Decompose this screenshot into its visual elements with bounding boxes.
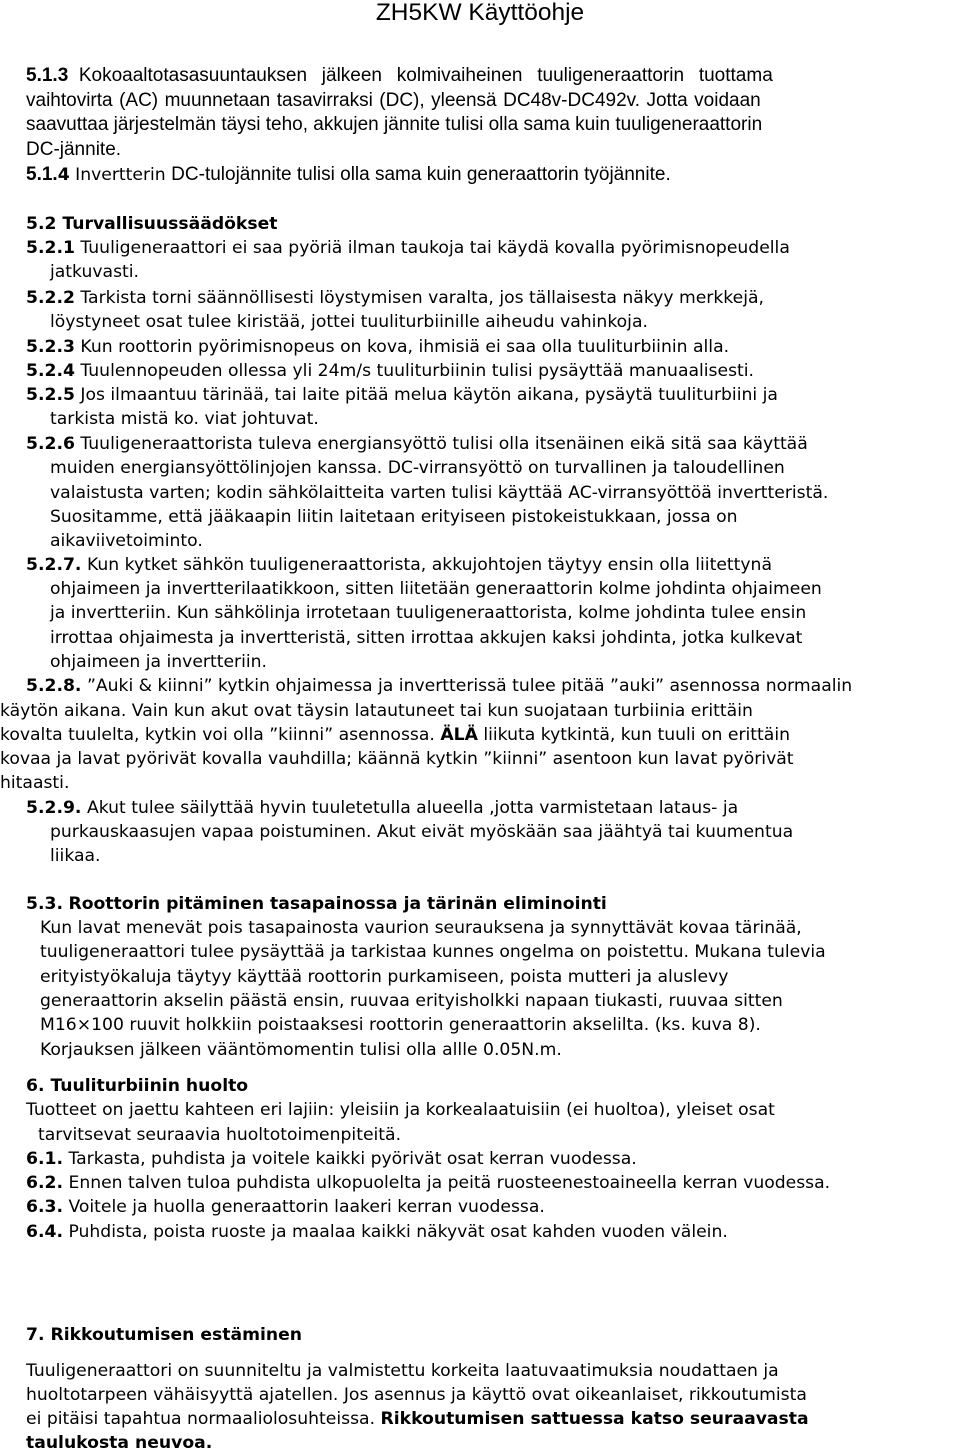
paragraph-line: Tuuligeneraattori on suunniteltu ja valmistettu korkeita laatuvaatimuksia noudattaen ja (26, 1361, 779, 1381)
item-text-cont: tarkista mistä ko. viat johtuvat. (50, 409, 319, 429)
section-number-suffix: 4 (57, 165, 70, 185)
item-number: 5.2.1 (26, 238, 75, 258)
paragraph-line: Korjauksen jälkeen vääntömomentin tulisi olla allle 0.05N.m. (40, 1040, 562, 1060)
item-number: 6.4. (26, 1222, 63, 1242)
item-text: Tuuligeneraattorista tuleva energiansyöttö tulisi olla itsenäinen eikä sitä saa käyttää (80, 434, 808, 454)
paragraph-line: ei pitäisi tapahtua normaaliolosuhteissa. Rikkoutumisen sattuessa katso seuraavasta (26, 1409, 809, 1429)
item-number: 5.2.8. (26, 676, 82, 696)
paragraph-line: tarvitsevat seuraavia huoltotoimenpiteitä. (38, 1125, 402, 1145)
item-number: 5.2.7. (26, 555, 82, 575)
section-number: 5.1. (26, 164, 58, 185)
item-5-2-5 (26, 383, 778, 407)
warning-emphasis: ÄLÄ (440, 725, 478, 745)
item-number: 6.3. (26, 1197, 63, 1217)
item-text-cont: kovaa ja lavat pyörivät kovalla vauhdilla; käännä kytkin ”kiinni” asentoon kun lavat pyörivät (0, 749, 794, 769)
item-text: Ennen talven tuloa puhdista ulkopuolelta ja peitä ruosteenestoaineella kerran vuodessa. (68, 1173, 831, 1193)
page-title: ZH5KW Käyttöohje (375, 0, 585, 26)
item-text-cont: jatkuvasti. (50, 262, 140, 282)
item-5-2-2 (26, 286, 764, 310)
section-heading-text: Roottorin pitäminen tasapainossa ja tärinän eliminointi (68, 894, 607, 914)
paragraph-line: Tuotteet on jaettu kahteen eri lajiin: yleisiin ja korkealaatuisiin (ei huoltoa), yleiset osat (26, 1100, 775, 1120)
paragraph-text: DC-tulojännite tulisi olla sama kuin generaattorin työjännite. (171, 164, 671, 185)
section-5-1-4 (26, 163, 671, 187)
paragraph-line: generaattorin akselin päästä ensin, ruuvaa erityisholkki napaan tiukasti, ruuvaa sitten (40, 991, 783, 1011)
item-5-2-6 (26, 432, 808, 456)
item-5-2-7 (26, 553, 772, 577)
item-text-cont: Suositamme, että jääkaapin liitin laitetaan erityiseen pistokeistukkaan, jossa on (50, 507, 738, 527)
item-text: Tarkista torni säännöllisesti löystymisen varalta, jos tällaisesta näkyy merkkejä, (80, 288, 764, 308)
item-text: Voitele ja huolla generaattorin laakeri kerran vuodessa. (68, 1197, 545, 1217)
item-text: Tarkasta, puhdista ja voitele kaikki pyörivät osat kerran vuodessa. (68, 1149, 637, 1169)
paragraph-line: taulukosta neuvoa. (26, 1433, 213, 1453)
item-text-cont: valaistusta varten; kodin sähkölaitteita varten tulisi käyttää AC-virransyöttöä invertteristä. (50, 483, 829, 503)
item-number: 6.2. (26, 1173, 63, 1193)
item-text-cont: ohjaimeen ja invertterilaatikkoon, sitten liitetään generaattorin kolme johdinta ohjaimeen (50, 579, 822, 599)
item-text-cont: ohjaimeen ja invertteriin. (50, 652, 268, 672)
item-text: Akut tulee säilyttää hyvin tuuletetulla alueella ,jotta varmistetaan lataus- ja (86, 798, 739, 818)
item-text-cont: hitaasti. (0, 773, 70, 793)
item-number: 5.2.5 (26, 385, 75, 405)
paragraph-text: Invertterin (75, 165, 166, 185)
item-number: 6.1. (26, 1149, 63, 1169)
item-5-2-9 (26, 796, 738, 820)
item-text: Puhdista, poista ruoste ja maalaa kaikki näkyvät osat kahden vuoden välein. (68, 1222, 728, 1242)
item-number: 5.2.6 (26, 434, 75, 454)
item-text-cont: käytön aikana. Vain kun akut ovat täysin latautuneet tai kun suojataan turbiinia erittäin (0, 701, 753, 721)
item-number: 5.2.4 (26, 361, 75, 381)
item-text: Jos ilmaantuu tärinää, tai laite pitää melua käytön aikana, pysäytä tuuliturbiini ja (80, 385, 778, 405)
item-number: 5.2.2 (26, 288, 75, 308)
item-text: Kun kytket sähkön tuuligeneraattorista, akkujohtojen täytyy ensin olla liitettynä (86, 555, 772, 575)
emphasis-text: Rikkoutumisen sattuessa katso seuraavasta (380, 1409, 809, 1429)
item-text-cont: aikaviivetoiminto. (50, 531, 203, 551)
maintenance-item (26, 1220, 728, 1244)
item-text-cont: purkauskaasujen vapaa poistuminen. Akut eivät myöskään saa jäähtyä tai kuumentua (50, 822, 794, 842)
section-number: 5.1. (26, 65, 58, 86)
item-5-2-8 (26, 674, 852, 698)
item-text-cont: ja invertteriin. Kun sähkölinja irrotetaan tuuligeneraattorista, kolme johdinta tulee ensin (50, 603, 807, 623)
item-number: 5.2.3 (26, 337, 75, 357)
section-heading-5-2: 5.2 Turvallisuussäädökset (26, 214, 278, 234)
section-number-suffix: 3 (57, 65, 69, 86)
paragraph-line: huoltotarpeen vähäisyyttä ajatellen. Jos asennus ja käyttö ovat oikeanlaiset, rikkoutumista (26, 1385, 807, 1405)
paragraph-line: tuuligeneraattori tulee pysäyttää ja tarkistaa kunnes ongelma on poistettu. Mukana tulevia (40, 942, 826, 962)
item-text: Kun roottorin pyörimisnopeus on kova, ihmisiä ei saa olla tuuliturbiinin alla. (80, 337, 730, 357)
item-text: Tuulennopeuden ollessa yli 24m/s tuuliturbiinin tulisi pysäyttää manuaalisesti. (80, 361, 755, 381)
item-number: 5.2.9. (26, 798, 82, 818)
maintenance-item (26, 1195, 545, 1219)
paragraph-line: M16×100 ruuvit holkkiin poistaaksesi roottorin generaattorin akselilta. (ks. kuva 8). (40, 1015, 761, 1035)
item-text-cont: muiden energiansyöttölinjojen kanssa. DC-virransyöttö on turvallinen ja taloudellinen (50, 458, 785, 478)
item-text-cont: irrottaa ohjaimesta ja invertteristä, sitten irrottaa akkujen kaksi johdinta, jotka kulkevat (50, 628, 803, 648)
item-text: Tuuligeneraattori ei saa pyöriä ilman taukoja tai käydä kovalla pyörimisnopeudella (80, 238, 790, 258)
item-text-cont: liikaa. (50, 846, 101, 866)
item-text-cont: kovalta tuulelta, kytkin voi olla ”kiinni” asennossa. ÄLÄ liikuta kytkintä, kun tuuli on erittäin (0, 725, 790, 745)
maintenance-item (26, 1171, 830, 1195)
paragraph-line: saavuttaa järjestelmän täysi teho, akkujen jännite tulisi olla sama kuin tuuligeneraattorin (26, 114, 763, 135)
section-heading-5-3 (26, 892, 607, 916)
item-5-2-1 (26, 236, 790, 260)
section-heading-7: 7. Rikkoutumisen estäminen (26, 1325, 303, 1345)
paragraph-line: vaihtovirta (AC) muunnetaan tasavirraksi (DC), yleensä DC48v-DC492v. Jotta voidaan (26, 90, 761, 111)
section-5-1-3-line-1 (26, 64, 773, 88)
section-number: 5.3. (26, 894, 63, 914)
item-5-2-3 (26, 335, 729, 359)
paragraph-text: Kokoaaltotasasuuntauksen jälkeen kolmivaiheinen tuuligeneraattorin tuottama (78, 65, 773, 86)
item-text-cont: löystyneet osat tulee kiristää, jottei tuuliturbiinille aiheudu vahinkoja. (50, 312, 648, 332)
item-text: ”Auki & kiinni” kytkin ohjaimessa ja invertterissä tulee pitää ”auki” asennossa normaalin (86, 676, 853, 696)
section-heading-6: 6. Tuuliturbiinin huolto (26, 1076, 249, 1096)
item-5-2-4 (26, 359, 754, 383)
maintenance-item (26, 1147, 637, 1171)
paragraph-line: Kun lavat menevät pois tasapainosta vaurion seurauksena ja synnyttävät kovaa tärinää, (40, 918, 802, 938)
paragraph-line: DC-jännite. (26, 139, 122, 160)
paragraph-line: erityistyökaluja täytyy käyttää roottorin purkamiseen, poista mutteri ja aluslevy (40, 967, 729, 987)
